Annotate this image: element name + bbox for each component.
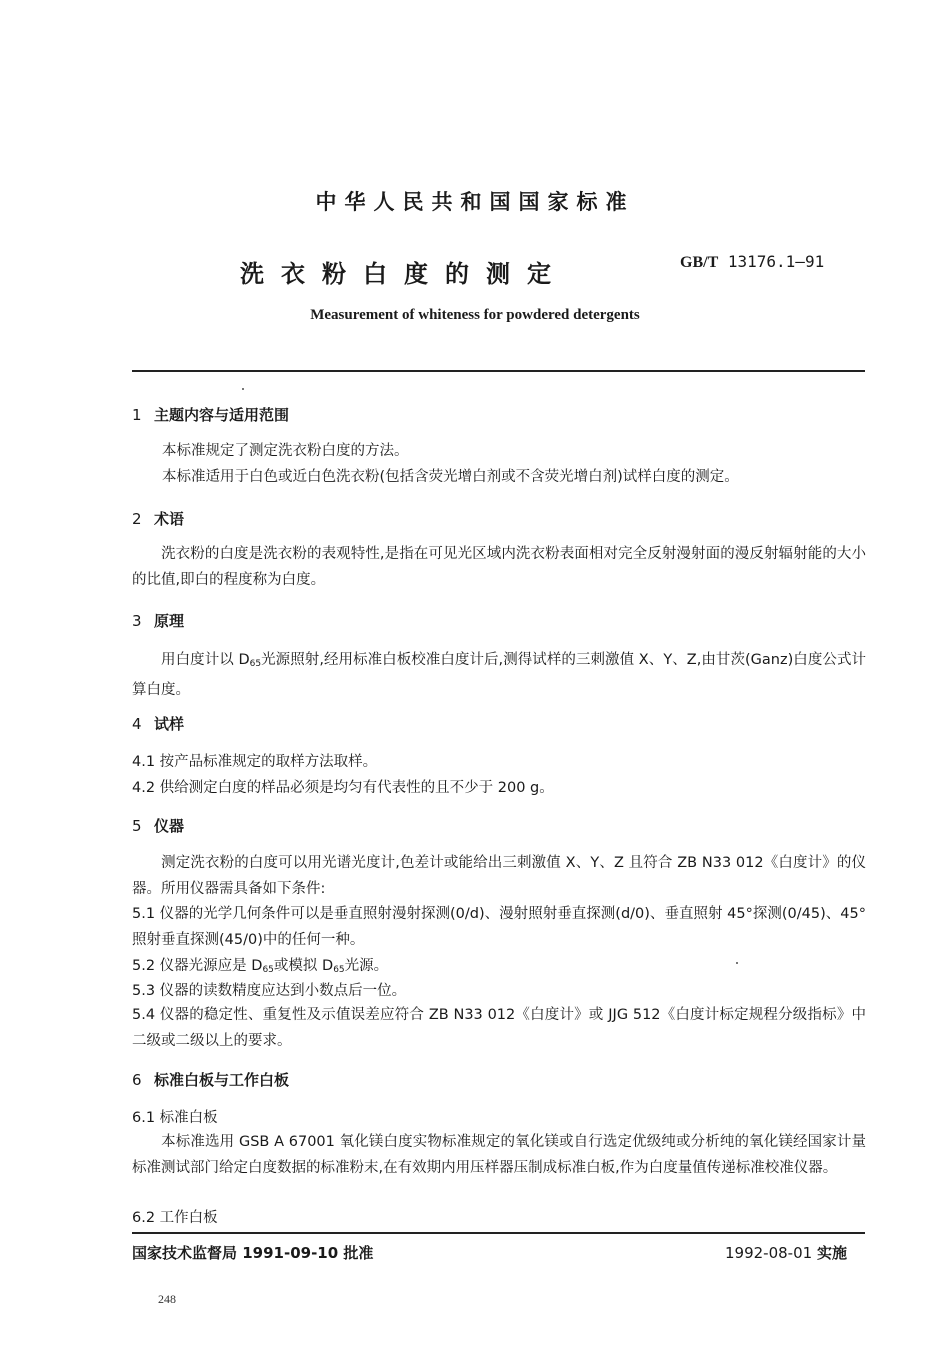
section-4-item-1: 4.1 按产品标准规定的取样方法取样。 bbox=[132, 754, 378, 770]
footer-divider bbox=[132, 1232, 865, 1234]
section-5-item-2: 5.2 仪器光源应是 $D_{65}$或模拟 $D_{65}$光源。 bbox=[132, 958, 389, 975]
implementation-info bbox=[725, 1242, 847, 1263]
standard-number bbox=[680, 252, 824, 272]
implementation-label: 实施 bbox=[816, 1244, 847, 1262]
document-title: 洗衣粉白度的测定 bbox=[240, 260, 568, 288]
approval-info: 国家技术监督局 1991-09-10 批准 bbox=[132, 1244, 374, 1262]
section-6-item-1: 6.1 标准白板 bbox=[132, 1110, 218, 1126]
section-6-heading: 6 标准白板与工作白板 bbox=[132, 1071, 290, 1089]
english-title: Measurement of whiteness for powdered detergents bbox=[310, 307, 640, 323]
section-5-item-1: 5.1 仪器的光学几何条件可以是垂直照射漫射探测(0/d)、漫射照射垂直探测(d/0)、垂直照射 45°探测(0/45)、45°照射垂直探测(45/0)中的任何一种。 bbox=[132, 906, 866, 948]
implementation-date: 1992-08-01 bbox=[725, 1244, 813, 1262]
section-5-heading: 5 仪器 bbox=[132, 817, 185, 835]
section-1-para-1: 本标准规定了测定洗衣粉白度的方法。 bbox=[162, 443, 409, 459]
standard-prefix: GB/T bbox=[680, 254, 719, 271]
section-3-para: 用白度计以 $D_{65}$光源照射,经用标准白板校准白度计后,测得试样的三刺激值 X、Y、Z,由甘茨(Ganz)白度公式计算白度。 bbox=[132, 652, 866, 698]
section-5-item-4: 5.4 仪器的稳定性、重复性及示值误差应符合 ZB N33 012《白度计》或 JJG 512《白度计标定规程分级指标》中二级或二级以上的要求。 bbox=[132, 1007, 866, 1049]
section-2-para: 洗衣粉的白度是洗衣粉的表观特性,是指在可见光区域内洗衣粉表面相对完全反射漫射面的漫反射辐射能的大小的比值,即白的程度称为白度。 bbox=[132, 546, 866, 588]
section-1-para-2: 本标准适用于白色或近白色洗衣粉(包括含荧光增白剂或不含荧光增白剂)试样白度的测定。 bbox=[162, 469, 739, 485]
scan-speck bbox=[242, 388, 244, 390]
section-4-heading: 4 试样 bbox=[132, 715, 185, 733]
section-5-item-3: 5.3 仪器的读数精度应达到小数点后一位。 bbox=[132, 983, 407, 999]
section-4-item-2: 4.2 供给测定白度的样品必须是均匀有代表性的且不少于 200 g。 bbox=[132, 780, 554, 796]
section-3-heading: 3 原理 bbox=[132, 612, 185, 630]
page-number: 248 bbox=[158, 1292, 176, 1306]
header-divider bbox=[132, 370, 865, 372]
scan-speck bbox=[736, 962, 738, 964]
standard-code: 13176.1—91 bbox=[727, 252, 825, 271]
section-5-para: 测定洗衣粉的白度可以用光谱光度计,色差计或能给出三刺激值 X、Y、Z 且符合 ZB N33 012《白度计》的仪器。所用仪器需具备如下条件: bbox=[132, 855, 866, 897]
section-6-item-2: 6.2 工作白板 bbox=[132, 1210, 218, 1226]
national-standard-heading: 中华人民共和国国家标准 bbox=[315, 190, 635, 214]
section-2-heading: 2 术语 bbox=[132, 510, 185, 528]
section-1-heading: 1 主题内容与适用范围 bbox=[132, 406, 290, 424]
section-6-para: 本标准选用 GSB A 67001 氧化镁白度实物标准规定的氧化镁或自行选定优级纯或分析纯的氧化镁经国家计量标准测试部门给定白度数据的标准粉末,在有效期内用压样器压制成标准白板,作为白度量值传递标准校准仪器。 bbox=[132, 1134, 866, 1176]
